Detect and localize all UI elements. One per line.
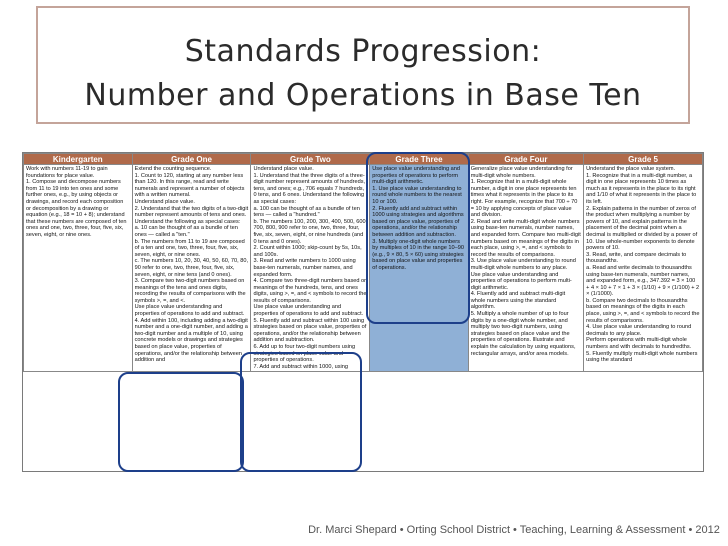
slide-title-line-2: Number and Operations in Base Ten (84, 78, 642, 113)
cell-text: Use place value understanding and properties of operations to perform multi-digit arithmetic. 1. Use place value understanding to round whole numbers to the nearest 10 or 100. 2. Fluently add and subtract within 1000 using strategies and algorithms based on place value, properties of operations, and/or the relationship between addition and subtraction. 3. Multiply one-digit whole numbers by multiples of 10 in the range 10–90 (e.g., 9 × 80, 5 × 60) using strategies based on place value and properties of operations. (372, 166, 464, 271)
cell-text: Generalize place value understanding for multi-digit whole numbers. 1. Recognize that in a multi-digit whole number, a digit in one place represents ten times what it represents in the place to its right. For example, recognize that 700 ÷ 70 = 10 by applying concepts of place value and division. 2. Read and write multi-digit whole numbers using base-ten numerals, number names, and expanded form. Compare two multi-digit numbers based on meanings of the digits in each place, using >, =, and < symbols to record the results of comparisons. 3. Use place value understanding to round multi-digit whole numbers to any place. Use place value understanding and properties of operations to perform multi-digit arithmetic. 4. Fluently add and subtract multi-digit whole numbers using the standard algorithm. 5. Multiply a whole number of up to four digits by a one-digit whole number, and multiply two two-digit numbers, using strategies based on place value and the properties of operations. Illustrate and explain the calculation by using equations, rectangular arrays, and/or area models. (470, 166, 581, 357)
cell-grade-one (132, 165, 251, 372)
header-grade-five: Grade 5 (584, 154, 703, 165)
header-grade-one: Grade One (132, 154, 251, 165)
table-row (24, 165, 703, 372)
cell-grade-five (584, 165, 703, 372)
highlight-circle-grade-two (240, 352, 362, 472)
cell-text: Understand place value. 1. Understand that the three digits of a three-digit number represent amounts of hundreds, tens, and ones; e.g., 706 equals 7 hundreds, 0 tens, and 6 ones. Understand the following as special cases: a. 100 can be thought of as a bundle of ten tens — called a "hundred." b. The numbers 100, 200, 300, 400, 500, 600, 700, 800, 900 refer to one, two, three, four, five, six, seven, eight, or nine hundreds (and 0 tens and 0 ones). 2. Count within 1000; skip-count by 5s, 10s, and 100s. 3. Read and write numbers to 1000 using base-ten numerals, number names, and expanded form. 4. Compare two three-digit numbers based on meanings of the hundreds, tens, and ones digits, using >, =, and < symbols to record the results of comparisons. Use place value understanding and properties of operations to add and subtract. 5. Fluently add and subtract within 100 using strategies based on place value, properties of operations, and/or the relationship between addition and subtraction. 6. Add up to four two-digit numbers using strategies based on place value and properties of operations. 7. Add and subtract within 1000, using (253, 166, 368, 370)
header-grade-three: Grade Three (370, 154, 468, 165)
highlight-circle-grade-three (366, 152, 470, 324)
header-kindergarten: Kindergarten (24, 154, 133, 165)
slide-title-line-1: Standards Progression: (184, 34, 542, 69)
cell-kindergarten (24, 165, 133, 372)
cell-text: Extend the counting sequence. 1. Count to 120, starting at any number less than 120. In this range, read and write numerals and represent a number of objects with a written numeral. Understand place value. 2. Understand that the two digits of a two-digit number represent amounts of tens and ones. Understand the following as special cases: a. 10 can be thought of as a bundle of ten ones — called a "ten." b. The numbers from 11 to 19 are composed of a ten and one, two, three, four, five, six, seven, eight, or nine ones. c. The numbers 10, 20, 30, 40, 50, 60, 70, 80, 90 refer to one, two, three, four, five, six, seven, eight, or nine tens (and 0 ones). 3. Compare two two-digit numbers based on meanings of the tens and ones digits, recording the results of comparisons with the symbols >, =, and <. Use place value understanding and properties of operations to add and subtract. 4. Add within 100, including adding a two-digit number and a one-digit number, and adding a two-digit number and a multiple of 10, using concrete models or drawings and strategies based on place value, properties of operations, and/or the relationship between addition and (134, 166, 249, 364)
cell-text: Work with numbers 11-19 to gain foundations for place value. 1. Compose and decompose numbers from 11 to 19 into ten ones and some further ones, e.g., by using objects or drawings, and record each composition or decomposition by a drawing or equation (e.g., 18 = 10 + 8); understand that these numbers are composed of ten ones and one, two, three, four, five, six, seven, eight, or nine ones. (26, 166, 127, 238)
header-grade-four: Grade Four (468, 154, 583, 165)
cell-text: Understand the place value system. 1. Recognize that in a multi-digit number, a digit in one place represents 10 times as much as it represents in the place to its right and 1/10 of what it represents in the place to its left. 2. Explain patterns in the number of zeros of the product when multiplying a number by powers of 10, and explain patterns in the placement of the decimal point when a decimal is multiplied or divided by a power of 10. Use whole-number exponents to denote powers of 10. 3. Read, write, and compare decimals to thousandths. a. Read and write decimals to thousandths using base-ten numerals, number names, and expanded form, e.g., 347.392 = 3 × 100 + 4 × 10 + 7 × 1 + 3 × (1/10) + 9 × (1/100) + 2 × (1/1000). b. Compare two decimals to thousandths based on meanings of the digits in each place, using >, =, and < symbols to record the results of comparisons. 4. Use place value understanding to round decimals to any place. Perform operations with multi-digit whole numbers and with decimals to hundredths. 5. Fluently multiply multi-digit whole numbers using the standard (586, 166, 700, 364)
slide-footer (0, 524, 728, 536)
highlight-circle-grade-one (118, 372, 244, 472)
slide-title-frame (36, 6, 690, 124)
cell-grade-two (251, 165, 370, 372)
header-grade-two: Grade Two (251, 154, 370, 165)
cell-grade-four (468, 165, 583, 372)
footer-text: Dr. Marci Shepard • Orting School District • Teaching, Learning & Assessment • 2012 (308, 524, 720, 536)
table-header-row (24, 154, 703, 165)
